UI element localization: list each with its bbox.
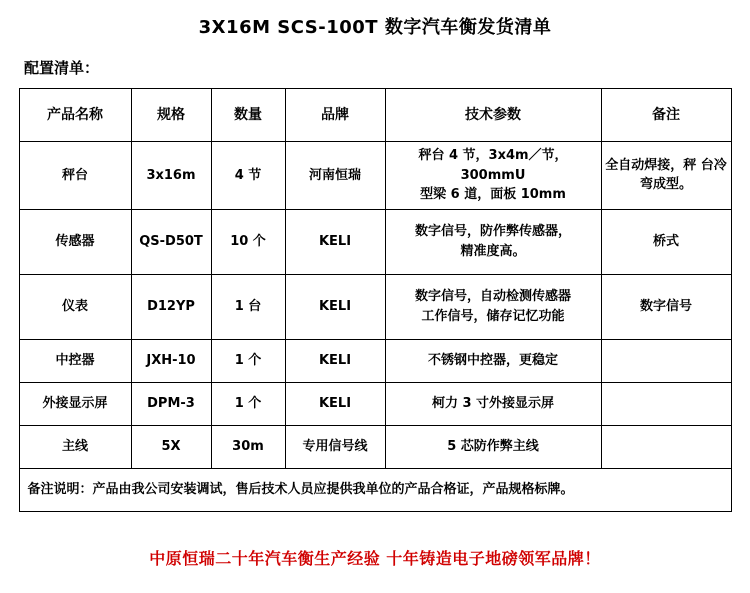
cell-brand: KELI (285, 209, 385, 274)
column-header-spec: 规格 (131, 89, 211, 142)
cell-qty: 4 节 (211, 142, 285, 210)
cell-params (385, 274, 601, 339)
cell-remark (601, 382, 731, 425)
table-row (19, 339, 731, 382)
cell-spec: 3x16m (131, 142, 211, 210)
cell-params-line: 工作信号，储存记忆功能 (421, 308, 565, 324)
cell-product-name: 仪表 (19, 274, 131, 339)
cell-params (385, 142, 601, 210)
cell-remark-line: 全自动焊接，秤 (605, 157, 697, 173)
table-row (19, 209, 731, 274)
specification-table (19, 88, 732, 512)
table-header-row (19, 89, 731, 142)
cell-brand: KELI (285, 339, 385, 382)
table-row (19, 274, 731, 339)
column-header-brand: 品牌 (285, 89, 385, 142)
cell-remark: 数字信号 (601, 274, 731, 339)
table-row (19, 425, 731, 468)
page-title: 3X16M SCS-100T 数字汽车衡发货清单 (198, 17, 552, 38)
section-subtitle: 配置清单： (24, 59, 100, 77)
cell-spec: D12YP (131, 274, 211, 339)
cell-product-name: 秤台 (19, 142, 131, 210)
cell-note: 备注说明：产品由我公司安装调试，售后技术人员应提供我单位的产品合格证，产品规格标牌。 (19, 468, 731, 511)
cell-params-line: 数字信号，防作弊传感器， (414, 224, 571, 239)
footer-slogan: 中原恒瑞二十年汽车衡生产经验 十年铸造电子地磅领军品牌！ (149, 548, 601, 568)
cell-remark (601, 142, 731, 210)
cell-params-line: 秤台 4 节，3x4m／节，300mmU (418, 148, 568, 183)
cell-spec: 5X (131, 425, 211, 468)
cell-brand: 专用信号线 (285, 425, 385, 468)
cell-spec: QS-D50T (131, 209, 211, 274)
cell-product-name: 传感器 (19, 209, 131, 274)
cell-brand: KELI (285, 274, 385, 339)
cell-qty: 30m (211, 425, 285, 468)
column-header-name: 产品名称 (19, 89, 131, 142)
cell-spec: JXH-10 (131, 339, 211, 382)
cell-spec: DPM-3 (131, 382, 211, 425)
cell-product-name: 外接显示屏 (19, 382, 131, 425)
cell-params: 5 芯防作弊主线 (385, 425, 601, 468)
cell-params-line: 型梁 6 道，面板 10mm (420, 187, 566, 202)
cell-product-name: 中控器 (19, 339, 131, 382)
cell-qty: 1 个 (211, 339, 285, 382)
cell-qty: 1 个 (211, 382, 285, 425)
cell-params: 不锈钢中控器，更稳定 (385, 339, 601, 382)
cell-params-line: 精准度高。 (460, 243, 526, 259)
table-row (19, 382, 731, 425)
cell-qty: 1 台 (211, 274, 285, 339)
cell-params: 柯力 3 寸外接显示屏 (385, 382, 601, 425)
cell-params (385, 209, 601, 274)
table-note-row (19, 468, 731, 511)
table-row (19, 142, 731, 210)
cell-product-name: 主线 (19, 425, 131, 468)
cell-remark (601, 339, 731, 382)
column-header-remark: 备注 (601, 89, 731, 142)
column-header-params: 技术参数 (385, 89, 601, 142)
cell-brand: KELI (285, 382, 385, 425)
column-header-qty: 数量 (211, 89, 285, 142)
cell-brand: 河南恒瑞 (285, 142, 385, 210)
cell-remark-line: 台冷弯成型。 (639, 157, 727, 193)
cell-remark (601, 425, 731, 468)
cell-remark: 桥式 (601, 209, 731, 274)
cell-params-line: 数字信号，自动检测传感器 (414, 289, 571, 304)
cell-qty: 10 个 (211, 209, 285, 274)
